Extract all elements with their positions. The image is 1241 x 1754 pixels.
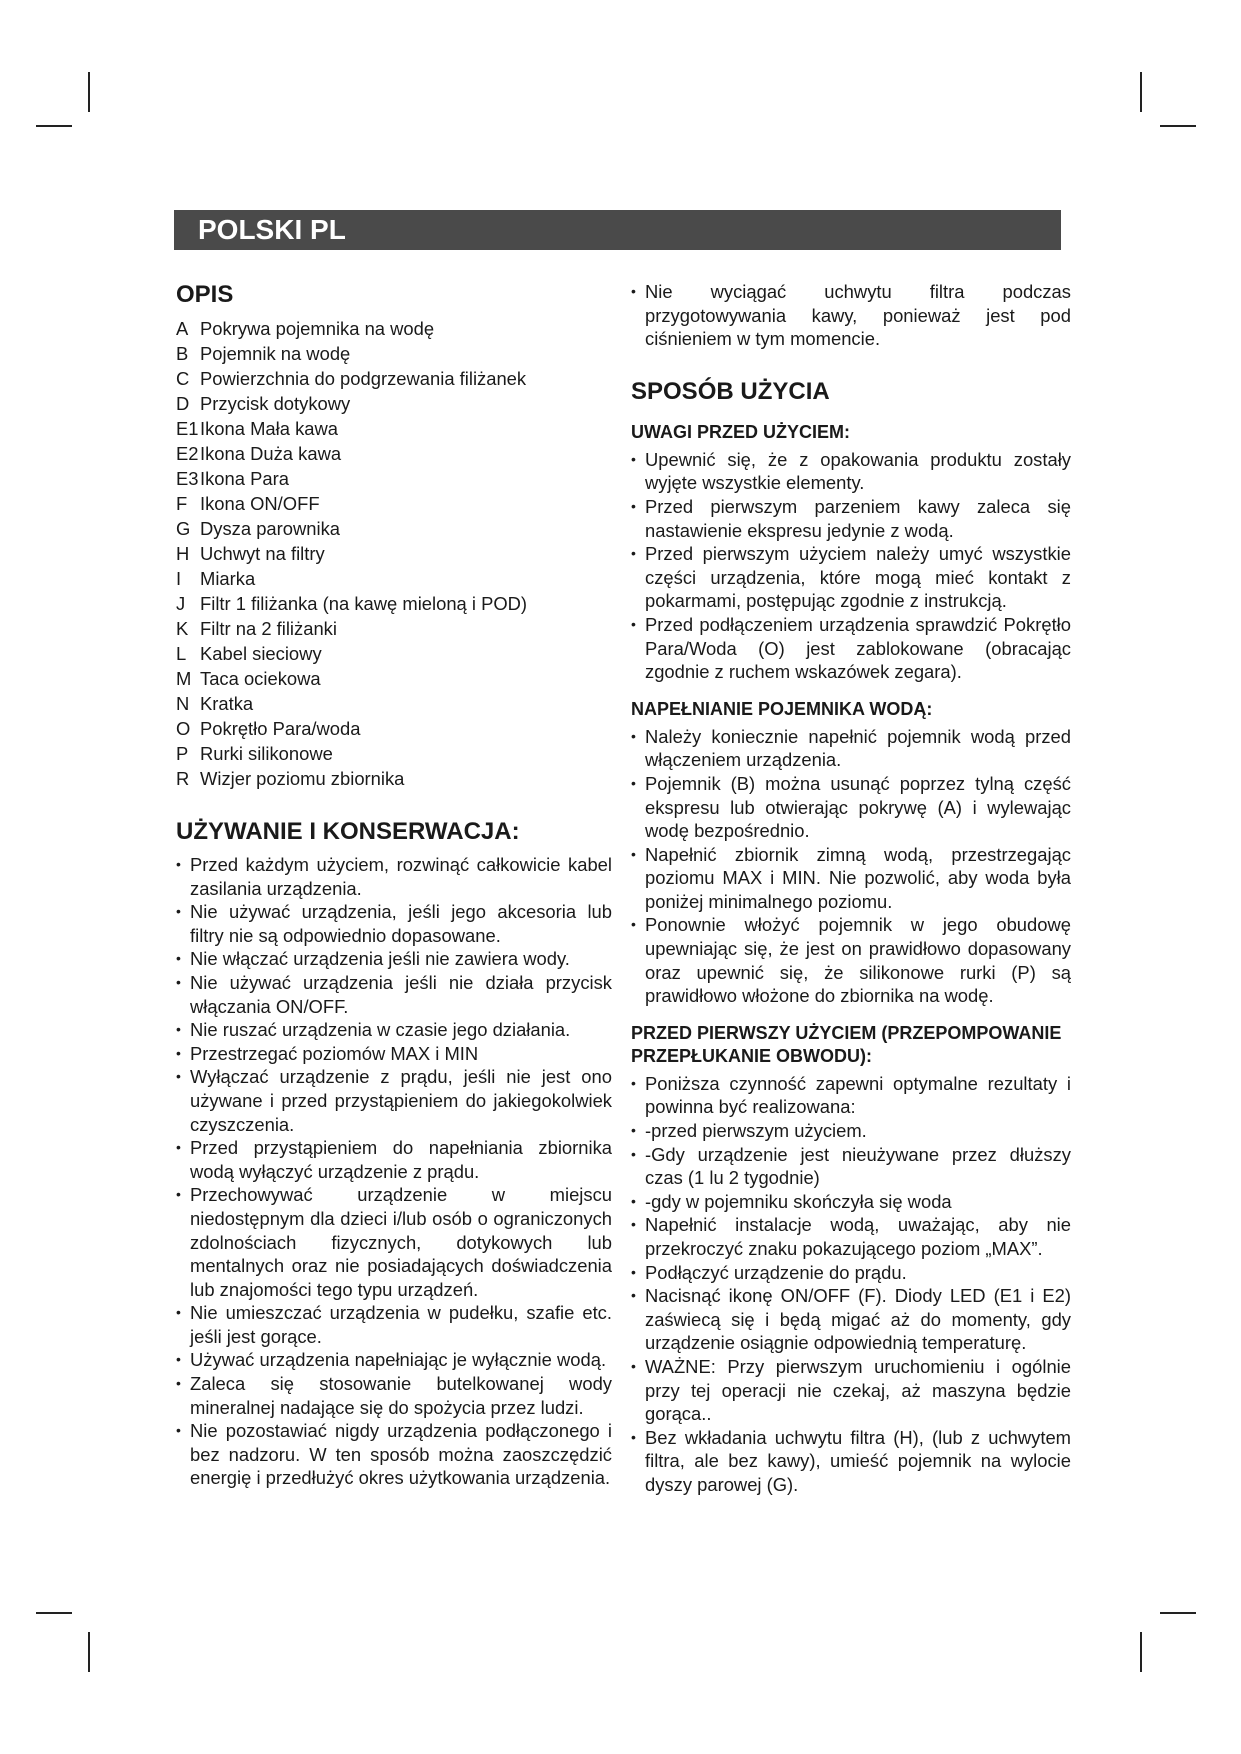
opis-item-label: Kratka bbox=[200, 693, 254, 714]
opis-item bbox=[176, 741, 612, 766]
opis-item bbox=[176, 591, 612, 616]
crop-mark-bottom-left bbox=[36, 1612, 72, 1614]
opis-item bbox=[176, 566, 612, 591]
opis-item bbox=[176, 391, 612, 416]
crop-mark-bottom-right bbox=[1160, 1612, 1196, 1614]
konserwacja-item: • Przed przystąpieniem do napełniania zbiornika wodą wyłączyć urządzenie z prądu. bbox=[176, 1136, 612, 1183]
crop-mark-bottom-right bbox=[1140, 1632, 1142, 1672]
opis-item bbox=[176, 341, 612, 366]
konserwacja-item: • Nie umieszczać urządzenia w pudełku, szafie etc. jeśli jest gorące. bbox=[176, 1301, 612, 1348]
konserwacja-item: • Przechowywać urządzenie w miejscu niedostępnym dla dzieci i/lub osób o ograniczonych zdolnościach fizycznych, dotykowych lub mentalnych oraz nie posiadających doświadczenia lub znajomości tego typu urządzeń. bbox=[176, 1183, 612, 1301]
opis-list bbox=[176, 316, 612, 791]
uwagi-list bbox=[631, 448, 1071, 684]
opis-item-label: Kabel sieciowy bbox=[200, 643, 322, 664]
konserwacja-item: • Wyłączać urządzenie z prądu, jeśli nie jest ono używane i przed przystąpieniem do jakiegokolwiek czyszczenia. bbox=[176, 1065, 612, 1136]
opis-item-label: Pojemnik na wodę bbox=[200, 343, 351, 364]
opis-item-label: Powierzchnia do podgrzewania filiżanek bbox=[200, 368, 527, 389]
opis-item bbox=[176, 641, 612, 666]
opis-item bbox=[176, 541, 612, 566]
opis-item bbox=[176, 316, 612, 341]
uwagi-item: • Przed podłączeniem urządzenia sprawdzić Pokrętło Para/Woda (O) jest zablokowane (obracając zgodnie z ruchem wskazówek zegara). bbox=[631, 613, 1071, 684]
crop-mark-top-right bbox=[1160, 125, 1196, 127]
crop-mark-top-right bbox=[1140, 72, 1142, 112]
opis-item-code: J bbox=[176, 593, 186, 614]
opis-item-code: E3 bbox=[176, 468, 199, 489]
konserwacja-item: • Nie używać urządzenia, jeśli jego akcesoria lub filtry nie są odpowiednio dopasowane. bbox=[176, 900, 612, 947]
przepompowanie-item: • -gdy w pojemniku skończyła się woda bbox=[631, 1190, 1071, 1214]
napelnianie-list bbox=[631, 725, 1071, 1008]
uwagi-title: UWAGI PRZED UŻYCIEM: bbox=[631, 421, 850, 442]
opis-item bbox=[176, 416, 612, 441]
przepompowanie-item: • Bez wkładania uchwytu filtra (H), (lub z uchwytem filtra, ale bez kawy), umieść pojemnik na wylocie dyszy parowej (G). bbox=[631, 1426, 1071, 1497]
crop-mark-top-left bbox=[88, 72, 90, 112]
opis-item-code: M bbox=[176, 668, 192, 689]
uwagi-item: • Przed pierwszym użyciem należy umyć wszystkie części urządzenia, które mogą mieć kontakt z pokarmami, postępując zgodnie z instrukcją. bbox=[631, 542, 1071, 613]
crop-mark-top-left bbox=[36, 125, 72, 127]
opis-item-code: F bbox=[176, 493, 188, 514]
opis-item bbox=[176, 366, 612, 391]
konserwacja-item: • Przestrzegać poziomów MAX i MIN bbox=[176, 1042, 612, 1066]
przepompowanie-item: • WAŻNE: Przy pierwszym uruchomieniu i ogólnie przy tej operacji nie czekaj, aż maszyna będzie gorąca.. bbox=[631, 1355, 1071, 1426]
opis-item-label: Ikona Duża kawa bbox=[200, 443, 342, 464]
filter-warning-list bbox=[631, 280, 1071, 351]
sposob-title: SPOSÓB UŻYCIA bbox=[631, 377, 830, 405]
napelnianie-item: • Ponownie włożyć pojemnik w jego obudowę upewniając się, że jest on prawidłowo dopasowany oraz upewnić się, że silikonowe rurki (P) są prawidłowo włożone do zbiornika na wodę. bbox=[631, 913, 1071, 1007]
opis-item-label: Ikona ON/OFF bbox=[200, 493, 320, 514]
napelnianie-item: • Pojemnik (B) można usunąć poprzez tylną część ekspresu lub otwierając pokrywę (A) i wylewając wodę bezpośrednio. bbox=[631, 772, 1071, 843]
opis-item-label: Rurki silikonowe bbox=[200, 743, 333, 764]
opis-item-code: A bbox=[176, 318, 189, 339]
opis-item bbox=[176, 666, 612, 691]
opis-item bbox=[176, 491, 612, 516]
right-column bbox=[631, 280, 1071, 1497]
konserwacja-title: UŻYWANIE I KONSERWACJA: bbox=[176, 818, 520, 845]
przepompowanie-item: • Napełnić instalacje wodą, uważając, aby nie przekroczyć znaku pokazującego poziom „MAX”. bbox=[631, 1213, 1071, 1260]
opis-item-label: Przycisk dotykowy bbox=[200, 393, 351, 414]
przepompowanie-item: • -Gdy urządzenie jest nieużywane przez dłuższy czas (1 lu 2 tygodnie) bbox=[631, 1143, 1071, 1190]
opis-item bbox=[176, 766, 612, 791]
przepompowanie-list bbox=[631, 1072, 1071, 1497]
left-column bbox=[176, 280, 612, 1490]
uwagi-item: • Upewnić się, że z opakowania produktu zostały wyjęte wszystkie elementy. bbox=[631, 448, 1071, 495]
opis-item-label: Ikona Para bbox=[200, 468, 289, 489]
opis-item-label: Ikona Mała kawa bbox=[200, 418, 339, 439]
opis-item-label: Miarka bbox=[200, 568, 256, 589]
language-header bbox=[174, 210, 1061, 250]
opis-item bbox=[176, 466, 612, 491]
przepompowanie-item: • Poniższa czynność zapewni optymalne rezultaty i powinna być realizowana: bbox=[631, 1072, 1071, 1119]
opis-item-code: O bbox=[176, 718, 191, 739]
opis-item-label: Pokrywa pojemnika na wodę bbox=[200, 318, 435, 339]
crop-mark-bottom-left bbox=[88, 1632, 90, 1672]
opis-item-label: Filtr na 2 filiżanki bbox=[200, 618, 337, 639]
opis-item-code: H bbox=[176, 543, 190, 564]
opis-title: OPIS bbox=[176, 281, 234, 308]
opis-item-code: E1 bbox=[176, 418, 199, 439]
uwagi-item: • Przed pierwszym parzeniem kawy zaleca się nastawienie ekspresu jedynie z wodą. bbox=[631, 495, 1071, 542]
opis-item-code: L bbox=[176, 643, 187, 664]
opis-item-label: Uchwyt na filtry bbox=[200, 543, 325, 564]
przepompowanie-item: • Podłączyć urządzenie do prądu. bbox=[631, 1261, 1071, 1285]
filter-warning-item: • Nie wyciągać uchwytu filtra podczas przygotowywania kawy, ponieważ jest pod ciśnieniem w tym momencie. bbox=[631, 280, 1071, 351]
opis-item-code: R bbox=[176, 768, 190, 789]
opis-item-label: Pokrętło Para/woda bbox=[200, 718, 361, 739]
konserwacja-list bbox=[176, 853, 612, 1490]
opis-item-label: Taca ociekowa bbox=[200, 668, 321, 689]
opis-item-code: N bbox=[176, 693, 190, 714]
napelnianie-item: • Należy koniecznie napełnić pojemnik wodą przed włączeniem urządzenia. bbox=[631, 725, 1071, 772]
konserwacja-item: • Nie pozostawiać nigdy urządzenia podłączonego i bez nadzoru. W ten sposób można zaoszczędzić energię i przedłużyć okres użytkowania urządzenia. bbox=[176, 1419, 612, 1490]
przepompowanie-title: PRZED PIERWSZY UŻYCIEM (PRZEPOMPOWANIE PRZEPŁUKANIE OBWODU): bbox=[631, 1022, 1062, 1066]
konserwacja-item: • Używać urządzenia napełniając je wyłącznie wodą. bbox=[176, 1348, 612, 1372]
opis-item bbox=[176, 441, 612, 466]
konserwacja-item: • Nie ruszać urządzenia w czasie jego działania. bbox=[176, 1018, 612, 1042]
opis-item-code: I bbox=[176, 568, 182, 589]
opis-item bbox=[176, 516, 612, 541]
opis-item-label: Wizjer poziomu zbiornika bbox=[200, 768, 405, 789]
konserwacja-item: • Nie włączać urządzenia jeśli nie zawiera wody. bbox=[176, 947, 612, 971]
opis-item-code: E2 bbox=[176, 443, 199, 464]
opis-item bbox=[176, 716, 612, 741]
konserwacja-item: • Przed każdym użyciem, rozwinąć całkowicie kabel zasilania urządzenia. bbox=[176, 853, 612, 900]
opis-item bbox=[176, 691, 612, 716]
opis-item-code: C bbox=[176, 368, 190, 389]
opis-item-label: Dysza parownika bbox=[200, 518, 341, 539]
language-header-title: POLSKI PL bbox=[198, 214, 346, 245]
napelnianie-title: NAPEŁNIANIE POJEMNIKA WODĄ: bbox=[631, 698, 933, 719]
konserwacja-item: • Nie używać urządzenia jeśli nie działa przycisk włączania ON/OFF. bbox=[176, 971, 612, 1018]
opis-item-label: Filtr 1 filiżanka (na kawę mieloną i POD) bbox=[200, 593, 528, 614]
opis-item bbox=[176, 616, 612, 641]
konserwacja-item: • Zaleca się stosowanie butelkowanej wody mineralnej nadające się do spożycia przez ludzi. bbox=[176, 1372, 612, 1419]
opis-item-code: K bbox=[176, 618, 189, 639]
opis-item-code: G bbox=[176, 518, 191, 539]
opis-item-code: D bbox=[176, 393, 190, 414]
przepompowanie-item: • Nacisnąć ikonę ON/OFF (F). Diody LED (E1 i E2) zaświecą się i będą migać aż do momenty, gdy urządzenie osiągnie odpowiednią temperaturę. bbox=[631, 1284, 1071, 1355]
przepompowanie-item: • -przed pierwszym użyciem. bbox=[631, 1119, 1071, 1143]
opis-item-code: B bbox=[176, 343, 189, 364]
napelnianie-item: • Napełnić zbiornik zimną wodą, przestrzegając poziomu MAX i MIN. Nie pozwolić, aby woda była poniżej minimalnego poziomu. bbox=[631, 843, 1071, 914]
opis-item-code: P bbox=[176, 743, 189, 764]
